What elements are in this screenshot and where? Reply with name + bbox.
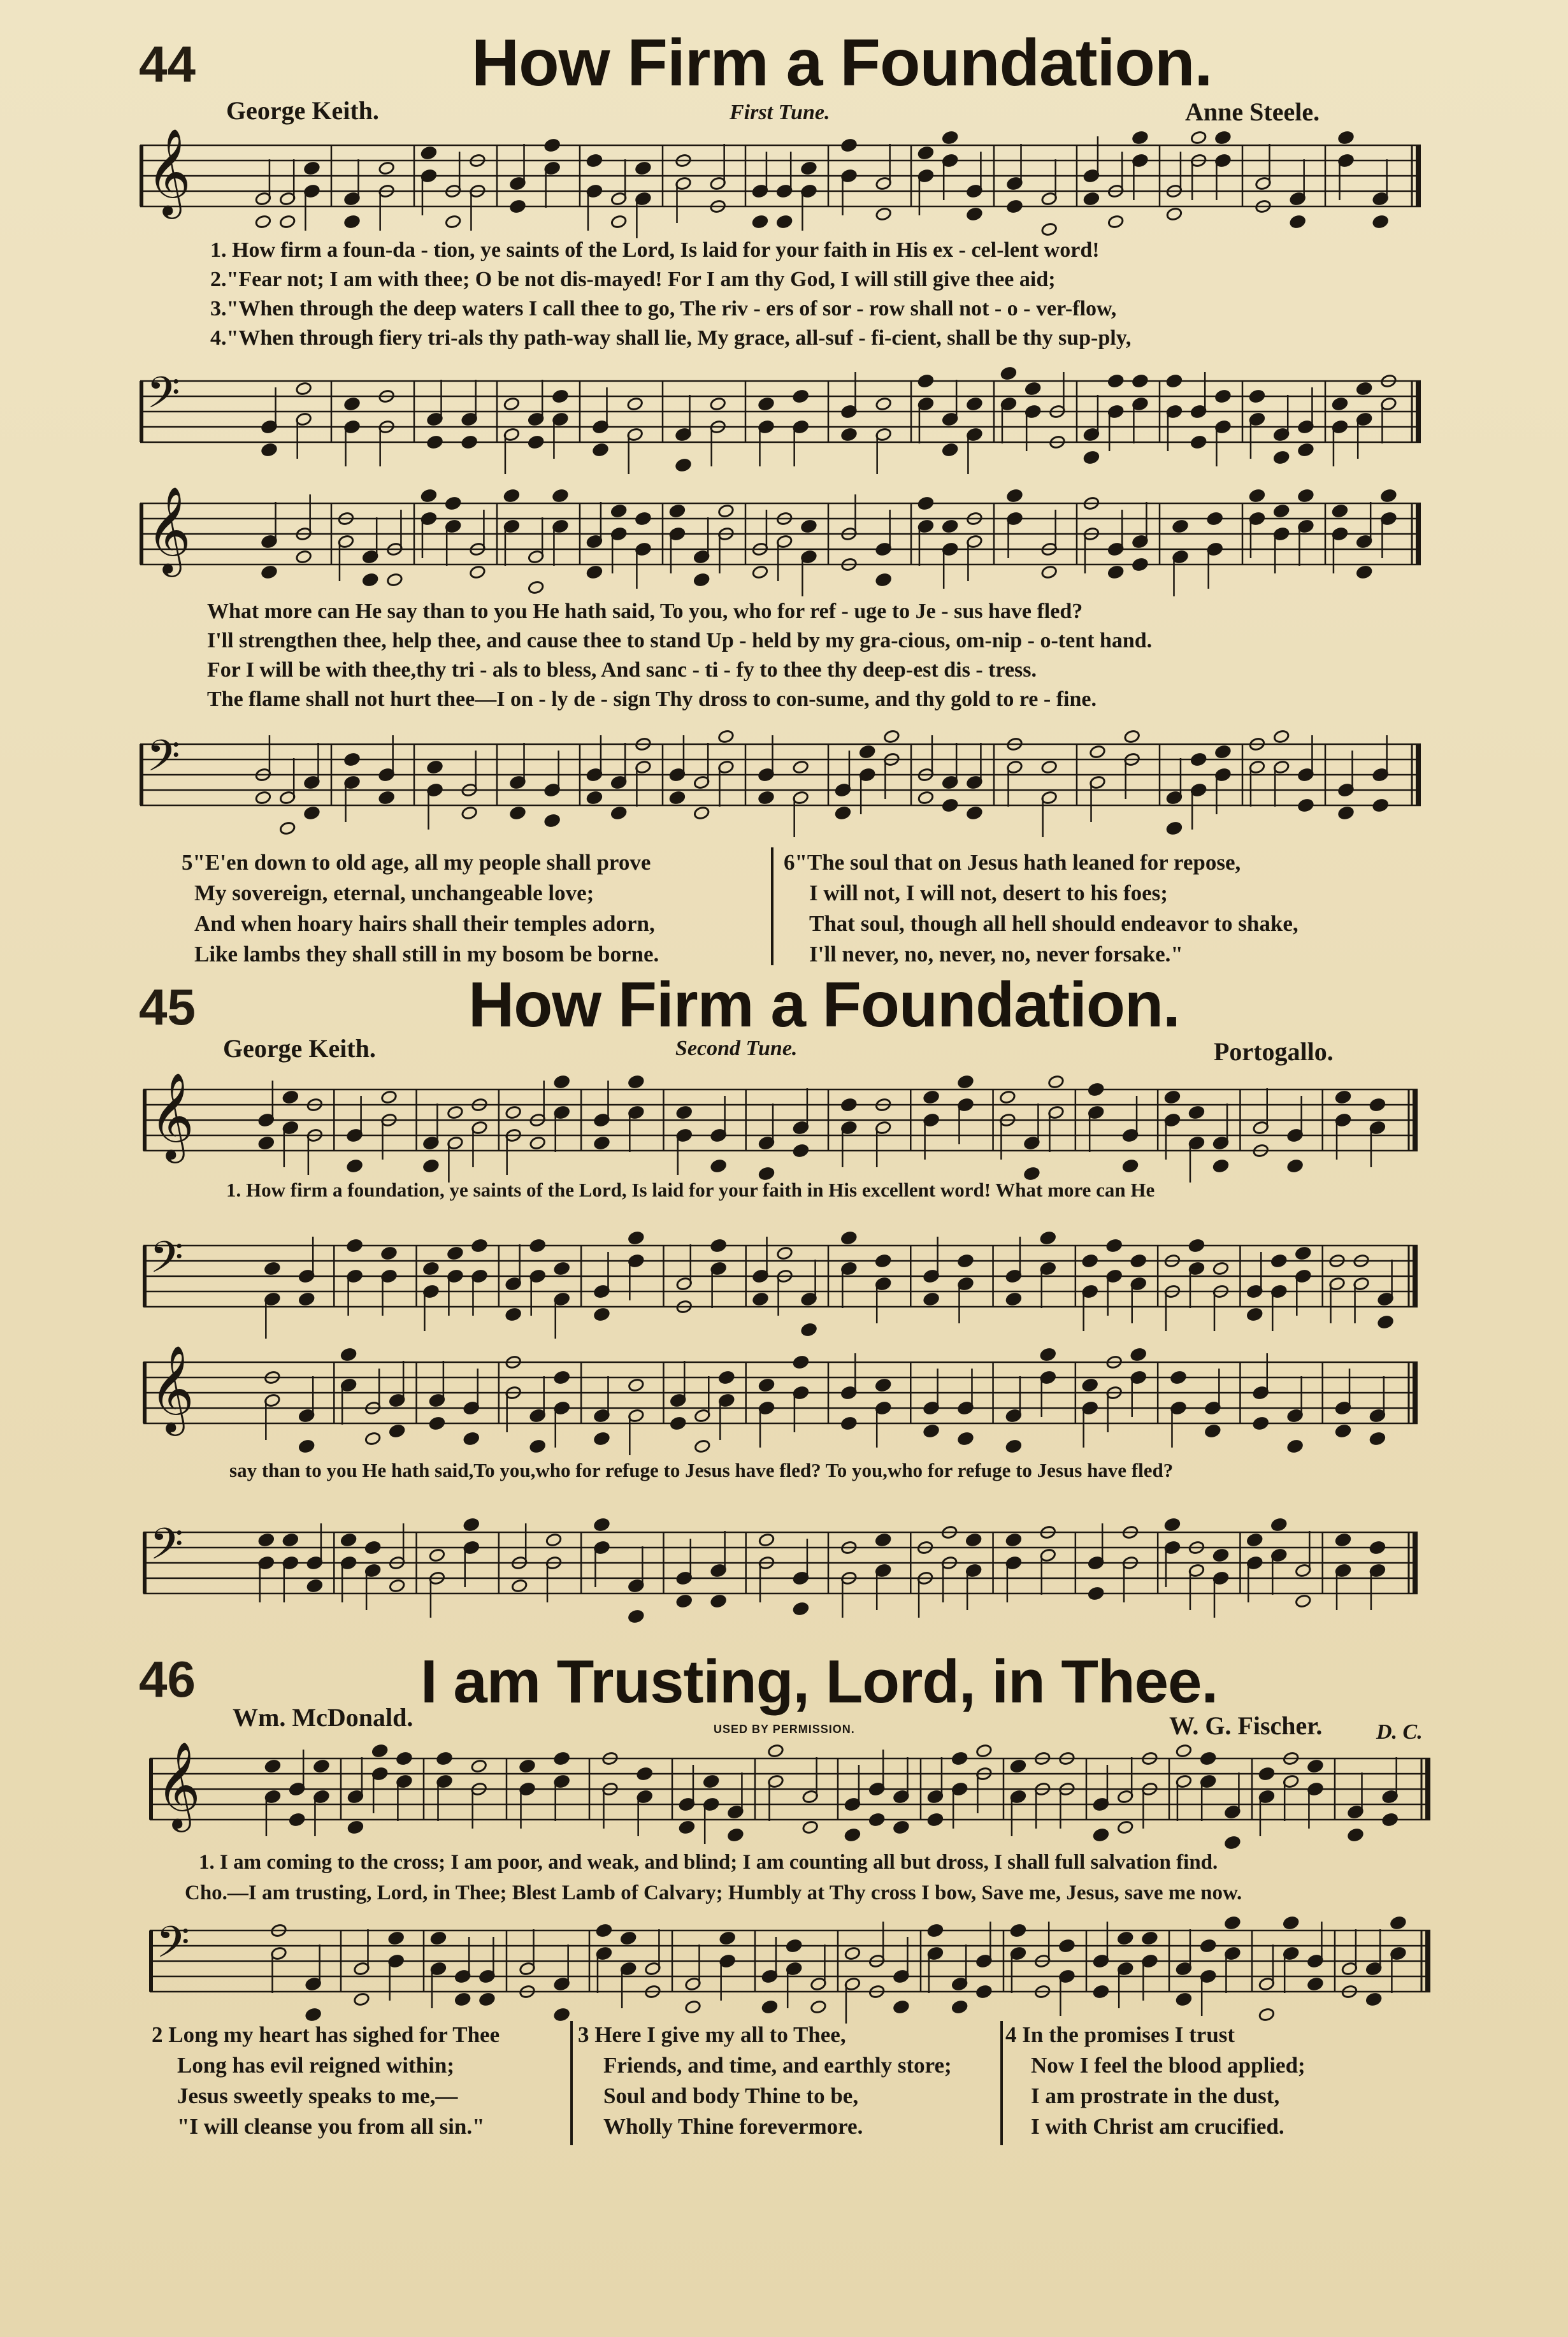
hymn-44-treble-staff-1 — [140, 127, 1421, 228]
svg-text:𝄞: 𝄞 — [147, 485, 191, 573]
verse-line: 4."When through fiery tri-als thy path-way shall lie, My grace, all-suf - fi-cient, shall be thy sup-ply, — [210, 326, 1132, 350]
hymn-46-number: 46 — [139, 1651, 196, 1708]
hymn-45-lyric-line-1: 1. How firm a foundation, ye saints of the Lord, Is laid for your faith in His excellent word! What more can He — [226, 1179, 1155, 1201]
hymn-44-treble-staff-2 — [140, 485, 1421, 586]
hymn-46-treble-staff — [150, 1740, 1430, 1841]
hymn-46-stanza-4: 4 In the promises I trust Now I feel the blood applied; I am prostrate in the dust, I with Christ am crucified. — [1005, 2022, 1305, 2139]
hymn-46-dc: D. C. — [1376, 1720, 1423, 1744]
svg-text:𝄢: 𝄢 — [150, 1520, 183, 1581]
hymn-44-verses-block-1 — [210, 236, 1131, 353]
hymn-45-tune: Second Tune. — [675, 1037, 798, 1060]
stanza-divider — [570, 2021, 573, 2145]
hymn-44-composer: Anne Steele. — [1185, 97, 1320, 126]
svg-text:𝄢: 𝄢 — [147, 368, 180, 429]
hymn-45-bass-staff-1 — [143, 1233, 1418, 1328]
verse-line: What more can He say than to you He hath said, To you, who for ref - uge to Je - sus have fled? — [207, 600, 1083, 623]
hymn-45-composer: Portogallo. — [1214, 1037, 1334, 1066]
hymn-44-verses-block-2 — [207, 597, 1152, 714]
hymn-44-tune: First Tune. — [730, 101, 830, 124]
verse-line: The flame shall not hurt thee—I on - ly de - sign Thy dross to con-sume, and thy gold to re - fine. — [207, 687, 1097, 711]
verse-line: 1. How firm a foun-da - tion, ye saints of the Lord, Is laid for your faith in His ex - cel-lent word! — [210, 238, 1100, 262]
svg-text:𝄢: 𝄢 — [150, 1233, 183, 1294]
hymn-46-verse-1: 1. I am coming to the cross; I am poor, and weak, and blind; I am counting all but dross, I shall full salvation find. — [199, 1851, 1218, 1874]
svg-text:𝄢: 𝄢 — [156, 1918, 190, 1979]
hymn-46-bass-staff — [150, 1918, 1430, 2013]
verse-line: 3."When through the deep waters I call thee to go, The riv - ers of sor - row shall not - o - ver-flow, — [210, 297, 1117, 320]
hymn-46-stanza-2: 2 Long my heart has sighed for Thee Long has evil reigned within; Jesus sweetly speaks to me,— "I will cleanse you from all sin." — [152, 2022, 500, 2139]
hymn-44-stanza-5: 5"E'en down to old age, all my people shall prove My sovereign, eternal, unchangeable love; And when hoary hairs shall their temples adorn, Like lambs they shall still in my bosom be borne. — [182, 850, 659, 967]
hymn-45-bass-staff-2 — [143, 1520, 1418, 1615]
hymn-46-stanza-3: 3 Here I give my all to Thee, Friends, and time, and earthly store; Soul and body Thine to be, Wholly Thine forevermore. — [578, 2022, 952, 2139]
hymn-45-number: 45 — [139, 979, 196, 1035]
hymn-44-bass-staff-1 — [140, 368, 1421, 464]
hymn-46-author: Wm. McDonald. — [233, 1703, 414, 1732]
verse-line: I'll strengthen thee, help thee, and cause thee to stand Up - held by my gra-cious, om-nip - o-tent hand. — [207, 629, 1153, 652]
stanza-divider — [1000, 2021, 1003, 2145]
hymn-44-author: George Keith. — [226, 96, 379, 125]
svg-text:𝄞: 𝄞 — [156, 1740, 201, 1829]
hymn-44-bass-staff-2 — [140, 731, 1421, 827]
hymn-44-number: 44 — [139, 36, 196, 92]
verse-line: 2."Fear not; I am with thee; O be not dis-mayed! For I am thy God, I will still give thee aid; — [210, 268, 1056, 291]
hymn-46-permission: USED BY PERMISSION. — [714, 1723, 855, 1736]
hymn-45-treble-staff-1 — [143, 1071, 1418, 1172]
hymn-45-title: How Firm a Foundation. — [468, 969, 1180, 1040]
hymn-45-treble-staff-2 — [143, 1344, 1418, 1445]
stanza-divider — [771, 847, 773, 965]
hymn-44-stanza-6: 6"The soul that on Jesus hath leaned for repose, I will not, I will not, desert to his foes; That soul, though all hell should endeavor to shake, I'll never, no, never, no, never forsake." — [784, 850, 1298, 967]
hymn-45-lyric-line-2: say than to you He hath said,To you,who for refuge to Jesus have fled? To you,who for refuge to Jesus have fled? — [229, 1459, 1174, 1481]
hymn-46-composer: W. G. Fischer. — [1169, 1711, 1323, 1740]
hymn-46-chorus: Cho.—I am trusting, Lord, in Thee; Blest Lamb of Calvary; Humbly at Thy cross I bow, Save me, Jesus, save me now. — [185, 1881, 1242, 1904]
hymn-46-title: I am Trusting, Lord, in Thee. — [421, 1648, 1218, 1716]
verse-line: For I will be with thee,thy tri - als to bless, And sanc - ti - fy to thee thy deep-est dis - tress. — [207, 658, 1037, 682]
svg-text:𝄞: 𝄞 — [150, 1344, 194, 1432]
svg-text:𝄞: 𝄞 — [150, 1071, 194, 1160]
hymn-45-author: George Keith. — [223, 1034, 376, 1063]
svg-text:𝄞: 𝄞 — [147, 127, 191, 215]
svg-text:𝄢: 𝄢 — [147, 731, 180, 793]
hymn-44-title: How Firm a Foundation. — [471, 26, 1212, 100]
